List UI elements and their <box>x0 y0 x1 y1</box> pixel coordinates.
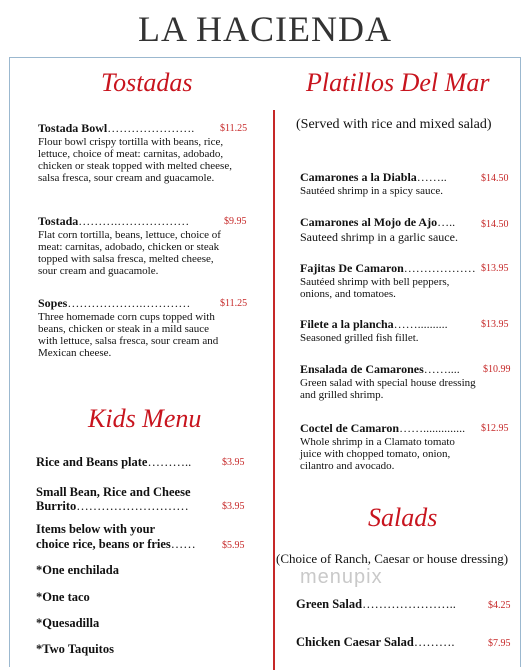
column-divider <box>273 110 275 670</box>
menu-item-camarones-diabla: Camarones a la Diabla…….. $14.50 Sautéed shrimp in a spicy sauce. <box>300 170 515 197</box>
menu-item-ensalada-camarones: Ensalada de Camarones…….... $10.99 Green salad with special house dressing and grilled shrimp. <box>300 362 511 401</box>
item-price: $14.50 <box>481 173 509 184</box>
menu-item-small-burrito-line2: Burrito……………………… <box>36 499 189 513</box>
menu-item-tostada-bowl: Tostada Bowl…………………. $11.25 Flour bowl crispy tortilla with beans, rice, lettuce, choice of meat: carnitas, adobado, chicken or steak topped with melted cheese, salsa fresca, sour cream and guacamole. <box>38 121 248 184</box>
item-name: Tostada Bowl <box>38 121 108 135</box>
menu-item-filete-plancha: Filete a la plancha…….......... $13.95 Seasoned grilled fish fillet. <box>300 317 515 344</box>
kids-menu-heading: Kids Menu <box>88 404 202 433</box>
item-price: $3.95 <box>222 501 245 512</box>
menu-item-combo-line2: choice rice, beans or fries…… <box>36 537 196 551</box>
item-description: Whole shrimp in a Clamato tomato juice with chopped tomato, onion, cilantro and avocado. <box>300 436 455 472</box>
kids-option: *One enchilada <box>36 563 119 577</box>
item-price: $13.95 <box>481 263 509 274</box>
item-name: Tostada <box>38 214 79 228</box>
tostadas-heading: Tostadas <box>101 68 193 97</box>
item-description: Green salad with special house dressing and grilled shrimp. <box>300 377 476 401</box>
item-description: Sauteed shrimp in a garlic sauce. <box>300 230 458 244</box>
item-price: $3.95 <box>222 457 245 468</box>
restaurant-title: LA HACIENDA <box>138 9 392 49</box>
item-name: Camarones al Mojo de Ajo <box>300 215 438 229</box>
item-price: $5.95 <box>222 540 245 551</box>
menu-item-coctel-camaron: Coctel de Camaron…….............. $12.95 Whole shrimp in a Clamato tomato juice with chopped tomato, onion, cilantro and avocado. <box>300 421 509 472</box>
served-with-note: (Served with rice and mixed salad) <box>296 117 492 132</box>
item-description: Flat corn tortilla, beans, lettuce, choice of meat: carnitas, adobado, chicken or steak topped with salsa fresca, melted cheese, sour cream and guacamole. <box>38 229 221 277</box>
item-name: Camarones a la Diabla <box>300 170 417 184</box>
kids-option: *Two Taquitos <box>36 642 114 656</box>
menu-item-sopes: Sopes……………….………… $11.25 Three homemade corn cups topped with beans, chicken or steak in a mild sauce with lettuce, salsa fresca, sour cream and Mexican cheese. <box>38 296 248 359</box>
item-description: Three homemade corn cups topped with beans, chicken or steak in a mild sauce with lettuce, salsa fresca, sour cream and Mexican cheese. <box>38 311 219 359</box>
item-name: Filete a la plancha <box>300 317 394 331</box>
item-name: Coctel de Camaron <box>300 421 400 435</box>
item-price: $9.95 <box>224 216 247 227</box>
menu-item-rice-and-beans: Rice and Beans plate……….. <box>36 455 192 469</box>
menu-item-camarones-mojo: Camarones al Mojo de Ajo….. $14.50 Sauteed shrimp in a garlic sauce. <box>300 215 515 244</box>
item-name: Ensalada de Camarones <box>300 362 424 376</box>
menu-item-green-salad: Green Salad………………….. <box>296 597 456 611</box>
item-price: $7.95 <box>488 638 511 649</box>
menu-item-combo-line1: Items below with your <box>36 522 156 536</box>
item-description: Flour bowl crispy tortilla with beans, rice, lettuce, choice of meat: carnitas, adobado, chicken or steak topped with melted cheese, salsa fresca, sour cream and guacamole. <box>38 136 232 184</box>
item-name: Sopes <box>38 296 68 310</box>
menu-item-fajitas-camaron: Fajitas De Camaron……………… $13.95 Sautéed shrimp with bell peppers, onions, and tomatoes. <box>300 261 509 300</box>
menu-item-chicken-caesar-salad: Chicken Caesar Salad………. <box>296 635 455 649</box>
menu-item-small-burrito-line1: Small Bean, Rice and Cheese <box>36 485 191 499</box>
item-price: $4.25 <box>488 600 511 611</box>
item-description: Sautéed shrimp with bell peppers, onions, and tomatoes. <box>300 276 450 300</box>
item-price: $10.99 <box>483 364 511 375</box>
platillos-del-mar-heading: Platillos Del Mar <box>306 68 490 97</box>
kids-option: *One taco <box>36 590 90 604</box>
menupix-watermark: menupix <box>300 566 383 588</box>
item-price: $14.50 <box>481 219 509 230</box>
item-price: $11.25 <box>220 123 248 134</box>
item-name: Fajitas De Camaron <box>300 261 404 275</box>
menu-item-tostada: Tostada……….……………… $9.95 Flat corn tortilla, beans, lettuce, choice of meat: carnitas, adobado, chicken or steak topped with salsa fresca, melted cheese, sour cream and guacamole. <box>38 214 247 277</box>
item-description: Sautéed shrimp in a spicy sauce. <box>300 185 443 197</box>
salads-heading: Salads <box>368 503 438 532</box>
item-price: $11.25 <box>220 298 248 309</box>
item-price: $12.95 <box>481 423 509 434</box>
dressing-note: (Choice of Ranch, Caesar or house dressing) <box>276 551 509 566</box>
item-description: Seasoned grilled fish fillet. <box>300 332 419 344</box>
kids-option: *Quesadilla <box>36 616 100 630</box>
item-price: $13.95 <box>481 319 509 330</box>
